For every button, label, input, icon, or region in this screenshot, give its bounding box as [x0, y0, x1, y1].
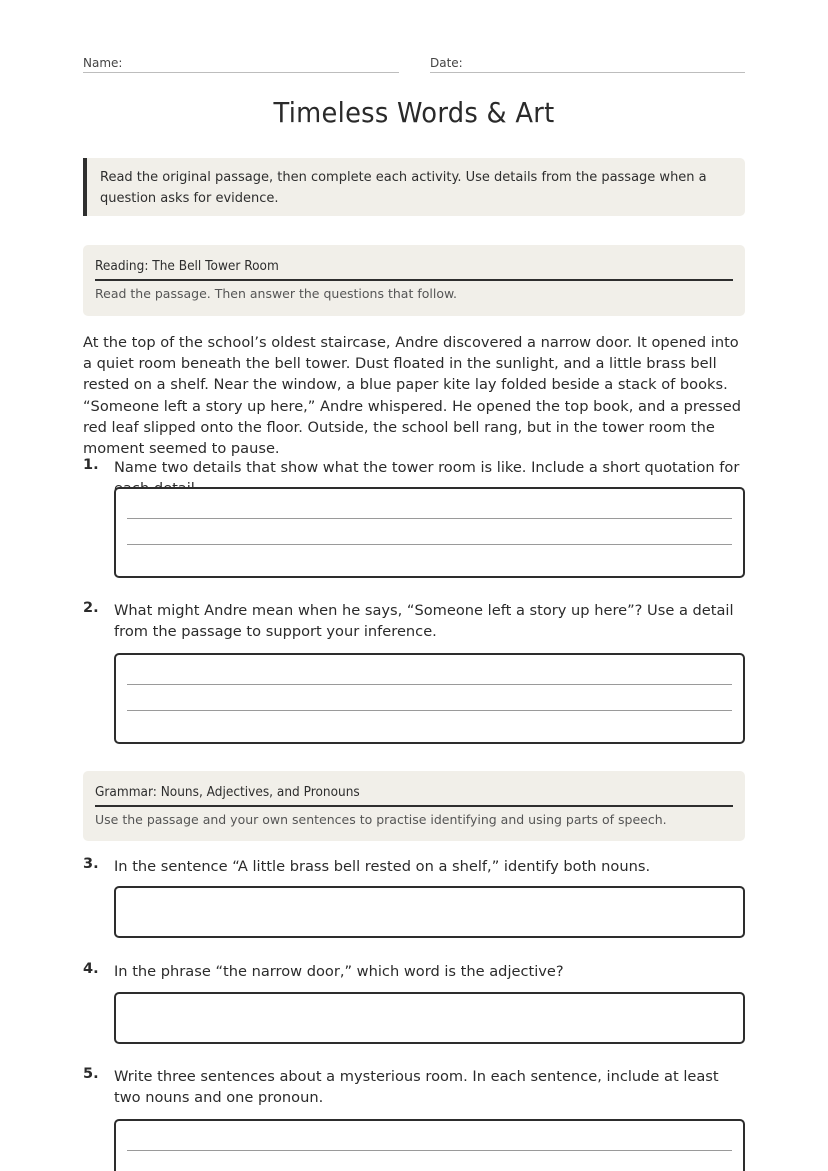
- date-field[interactable]: [430, 52, 745, 73]
- grammar-section-header: [83, 771, 745, 841]
- writing-line: [127, 544, 732, 545]
- answer-box-4[interactable]: [114, 992, 745, 1044]
- question-number: 2.: [83, 600, 99, 616]
- page-title: Timeless Words & Art: [273, 96, 555, 129]
- instructions-callout: Read the original passage, then complete each activity. Use details from the passage when a question asks for evidence.: [83, 158, 745, 216]
- answer-box-5[interactable]: [114, 1119, 745, 1171]
- grammar-section-title: Grammar: Nouns, Adjectives, and Pronouns: [95, 771, 733, 807]
- writing-line: [127, 518, 732, 519]
- question-text: Write three sentences about a mysterious room. In each sentence, include at least two nouns and one pronoun.: [114, 1068, 719, 1107]
- question-text: In the sentence “A little brass bell rested on a shelf,” identify both nouns.: [114, 858, 651, 875]
- grammar-section-subtitle: Use the passage and your own sentences to practise identifying and using parts of speech.: [95, 812, 667, 827]
- question-number: 5.: [83, 1066, 99, 1082]
- question-number: 1.: [83, 457, 99, 473]
- writing-line: [127, 710, 732, 711]
- header-fields: [83, 52, 745, 74]
- name-field[interactable]: [83, 52, 399, 73]
- writing-line: [127, 684, 732, 685]
- date-label: Date:: [430, 56, 463, 70]
- reading-section-subtitle: Read the passage. Then answer the questions that follow.: [95, 286, 458, 301]
- reading-passage: At the top of the school’s oldest staircase, Andre discovered a narrow door. It opened into a quiet room beneath the bell tower. Dust floated in the sunlight, and a little brass bell rested on a shelf. Near the window, a blue paper kite lay folded beside a stack of books. “Someone left a story up here,” Andre whispered. He opened the top book, and a pressed red leaf slipped onto the floor. Outside, the school bell rang, but in the tower room the moment seemed to pause.: [83, 334, 742, 458]
- question-text: Name two details that show what the tower room is like. Include a short quotation for: [114, 459, 740, 476]
- question-number: 4.: [83, 961, 99, 977]
- question-text: In the phrase “the narrow door,” which word is the adjective?: [114, 963, 564, 980]
- reading-section-header: [83, 245, 745, 316]
- answer-box-2[interactable]: [114, 653, 745, 744]
- answer-box-1[interactable]: [114, 487, 745, 578]
- name-label: Name:: [83, 56, 123, 70]
- question-text: What might Andre mean when he says, “Someone left a story up here”? Use a detail from the passage to support your inference.: [114, 602, 734, 641]
- writing-line: [127, 1150, 732, 1151]
- reading-section-title: Reading: The Bell Tower Room: [95, 245, 733, 281]
- question-number: 3.: [83, 856, 99, 872]
- answer-box-3[interactable]: [114, 886, 745, 938]
